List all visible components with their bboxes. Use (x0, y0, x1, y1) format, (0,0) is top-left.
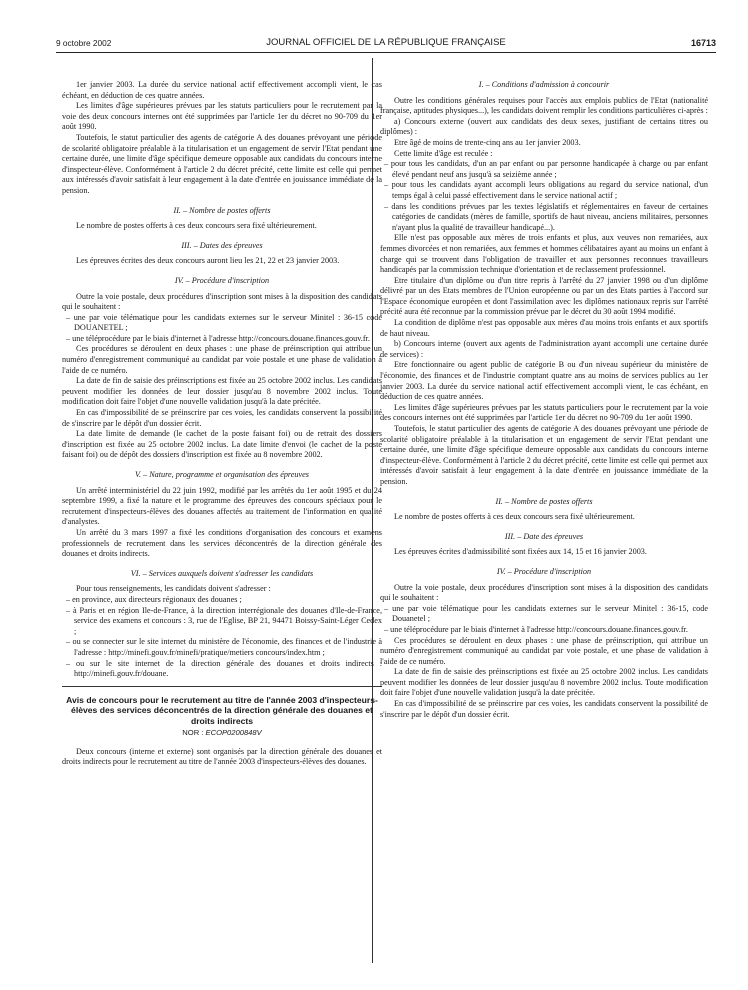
paragraph: La condition de diplôme n'est pas opposable aux mères d'au moins trois enfants et aux sportifs de haut niveau. (380, 318, 708, 338)
list-item: – pour tous les candidats, d'un an par enfant ou par personne handicapée à charge ou par enfant élevé pendant neuf ans jusqu'à sa seizième année ; (384, 159, 708, 179)
notice-title: Avis de concours pour le recrutement au titre de l'année 2003 d'inspecteurs-élèves des services déconcentrés de la direction générale des douanes et droits indirects (66, 694, 378, 726)
paragraph: a) Concours externe (ouvert aux candidats des deux sexes, justifiant de certains titres ou diplômes) : (380, 116, 708, 137)
paragraph: Le nombre de postes offerts à ces deux concours sera fixé ultérieurement. (76, 221, 317, 231)
list-item: – une par voie télématique pour les candidats externes sur le serveur Minitel : 36-15, code Douanetel ; (384, 603, 708, 624)
section-heading: II. – Nombre de postes offerts (495, 496, 593, 506)
paragraph: La date de fin de saisie des préinscriptions est fixée au 25 octobre 2002 inclus. Les candidats peuvent modifier les données de leur dossier jusqu'au 8 novembre 2002 inclus. Toute modification doit faire l'objet d'une nouvelle validation jusqu'à la date précitée. (380, 667, 708, 698)
paragraph: La date limite de demande (le cachet de la poste faisant foi) ou de retrait des dossiers d'inscription est fixée au 25 octobre 2002 inclus. La date limite d'envoi (le cachet de la poste faisant foi) ou de dépôt des dossiers d'inscription est fixée au 8 novembre 2002. (62, 429, 382, 460)
list (62, 595, 382, 680)
nor-value: ECOP0200848V (205, 727, 262, 737)
separator-rule (62, 686, 382, 687)
list-item: – ou sur le site internet de la direction générale des douanes et droits indirects : http://minefi.gouv.fr/douane. (66, 658, 382, 679)
paragraph: Les épreuves écrites d'admissibilité sont fixées aux 14, 15 et 16 janvier 2003. (394, 547, 647, 557)
paragraph: Toutefois, le statut particulier des agents de catégorie A des douanes prévoyant une période de scolarité obligatoire préalable à la titularisation et un engagement de servir l'Etat pendant une certaine durée, une limite d'âge spécifique demeure opposable aux candidats du concours interne d'inspecteur-élève. Conformément à l'article 2 du décret précité, cette limite est celle qui permet aux intéressés d'avoir satisfait à leur engagement à la date d'entrée en jouissance immédiate de la pension. (62, 132, 382, 195)
header-date: 9 octobre 2002 (56, 38, 112, 48)
paragraph: Les limites d'âge supérieures prévues par les statuts particuliers pour le recrutement par la voie des concours internes ont été supprimées par l'article 1er du décret no 90-709 du 1er août 1990. (380, 402, 708, 423)
paragraph: Etre titulaire d'un diplôme ou d'un titre repris à l'arrêté du 27 janvier 1998 ou d'un diplôme délivré par un des Etats membres de l'Union européenne ou par un des Etats parties à l'accord sur l'Espace économique européen et dont l'assimilation avec les diplômes nationaux repris sur l'arrêté précité aura été reconnue par la commission prévue par le décret du 30 août 1994 modifié. (380, 275, 708, 317)
list (62, 313, 382, 345)
list-item: – une téléprocédure par le biais d'internet à l'adresse http://concours.douane.finances.gouv.fr. (384, 624, 688, 634)
paragraph: Etre fonctionnaire ou agent public de catégorie B ou d'un niveau supérieur du ministère de l'économie, des finances et de l'industrie comptant quatre ans au moins de services publics au 1er janvier 2003. La durée du service national actif effectivement accompli vient, le cas échéant, en déduction de ces quatre années. (380, 360, 708, 402)
paragraph: Elle n'est pas opposable aux mères de trois enfants et plus, aux veuves non remariées, aux femmes divorcées et non remariées, aux femmes et hommes célibataires ayant au moins un enfant à charge qui se trouvent dans l'obligation de travailler et aux personnes reconnues travailleurs handicapés par la commission technique d'orientation et de reclassement professionnel. (380, 233, 708, 275)
list-item: – à Paris et en région Ile-de-France, à la direction interrégionale des douanes d'Ile-de-France, service des examens et concours : 3, rue de l'Eglise, BP 21, 94471 Boissy-Saint-Léger Cedex ; (66, 605, 382, 636)
list (380, 159, 708, 233)
paragraph: Deux concours (interne et externe) sont organisés par la direction générale des douanes et droits indirects pour le recrutement au titre de l'année 2003 d'inspecteurs-élèves des douanes. (62, 746, 382, 767)
section-heading: V. – Nature, programme et organisation des épreuves (135, 470, 309, 479)
paragraph: Cette limite d'âge est reculée : (394, 148, 493, 158)
paragraph: Toutefois, le statut particulier des agents de catégorie A des douanes prévoyant une période de scolarité obligatoire préalable à la titularisation et un engagement de servir l'Etat pendant une certaine durée, une limite d'âge spécifique demeure opposable aux candidats du concours interne d'inspecteur-élève. Conformément à l'article 2 du décret précité, cette limite est celle qui permet aux intéressés d'avoir satisfait à leur engagement à la date d'entrée en jouissance immédiate de la pension. (380, 424, 708, 486)
section-heading: III. – Dates des épreuves (181, 240, 263, 250)
paragraph: La date de fin de saisie des préinscriptions est fixée au 25 octobre 2002 inclus. Les candidats peuvent modifier les données de leur dossier jusqu'au 8 novembre 2002 inclus. Toute modification doit faire l'objet d'une nouvelle validation jusqu'à la date précitée. (62, 376, 382, 407)
section-heading: II. – Nombre de postes offerts (173, 205, 271, 215)
list-item: – une téléprocédure par le biais d'internet à l'adresse http://concours.douane.finances.gouv.fr. (66, 333, 370, 343)
paragraph: Etre âgé de moins de trente-cinq ans au 1er janvier 2003. (394, 137, 581, 147)
paragraph: 1er janvier 2003. La durée du service national actif effectivement accompli vient, le cas échéant, en déduction de ces quatre années. (62, 80, 382, 100)
list-item: – pour tous les candidats ayant accompli leurs obligations au regard du service national, d'un temps égal à celui passé effectivement dans le service national actif ; (384, 180, 708, 200)
paragraph: Un arrêté interministériel du 22 juin 1992, modifié par les arrêtés du 1er août 1995 et du 24 septembre 1999, a fixé la nature et le programme des épreuves des concours spéciaux pour le recrutement d'inspecteurs-élèves des douanes affectés au traitement de l'information en qualité d'analystes. (62, 485, 382, 527)
paragraph: Les épreuves écrites des deux concours auront lieu les 21, 22 et 23 janvier 2003. (76, 256, 340, 266)
section-heading: III. – Date des épreuves (504, 531, 584, 541)
nor-label: NOR : (182, 727, 204, 737)
section-heading: VI. – Services auxquels doivent s'adresser les candidats (130, 568, 314, 578)
right-column (380, 80, 708, 720)
paragraph: Ces procédures se déroulent en deux phases : une phase de préinscription, qui attribue un numéro d'enregistrement communiqué au candidat par voie postale, et une phase de validation à l'aide de ce numéro. (380, 635, 708, 666)
nor-reference (62, 728, 382, 739)
paragraph: Un arrêté du 3 mars 1997 a fixé les conditions d'organisation des concours et examens professionnels de recrutement dans les services déconcentrés de la direction générale des douanes et droits indirects. (62, 527, 382, 559)
paragraph: Pour tous renseignements, les candidats doivent s'adresser : (76, 584, 271, 594)
section-heading: IV. – Procédure d'inscription (496, 566, 592, 576)
list-item: – en province, aux directeurs régionaux des douanes ; (66, 594, 242, 604)
left-column (62, 80, 382, 768)
paragraph: Outre la voie postale, deux procédures d'inscription sont mises à la disposition des candidats qui le souhaitent : (380, 582, 708, 603)
paragraph: Outre les conditions générales requises pour l'accès aux emplois publics de l'Etat (nationalité française, aptitudes physiques...), les candidats doivent remplir les conditions particulières ci-après : (380, 95, 708, 116)
paragraph: En cas d'impossibilité de se préinscrire par ces voies, les candidats conservent la possibilité de s'inscrire par le dépôt d'un dossier écrit. (62, 408, 382, 428)
journal-title: JOURNAL OFFICIEL DE LA RÉPUBLIQUE FRANÇAISE (266, 37, 506, 48)
paragraph: Le nombre de postes offerts à ces deux concours sera fixé ultérieurement. (394, 512, 635, 522)
page-number: 16713 (690, 38, 716, 48)
list (380, 604, 708, 636)
list-item: – ou se connecter sur le site internet du ministère de l'économie, des finances et de l'industrie à l'adresse : http://minefi.gouv.fr/minefi/pratique/metiers concours/index.htm ; (66, 637, 382, 657)
paragraph: Les limites d'âge supérieures prévues par les statuts particuliers pour le recrutement par la voie des deux concours internes ont été supprimées par l'article 1er du décret no 90-709 du 1er août 1990. (62, 101, 382, 132)
page-header (56, 38, 716, 53)
paragraph: b) Concours interne (ouvert aux agents de l'administration ayant accompli une certaine durée de services) : (380, 339, 708, 359)
list-item: – dans les conditions prévues par les textes législatifs et réglementaires en faveur de certaines catégories de candidats (mères de famille, sportifs de haut niveau, anciens militaires, personnes n'ayant plus la qualité de travailleur handicapé...). (384, 201, 708, 232)
section-heading: I. – Conditions d'admission à concourir (478, 80, 610, 89)
paragraph: Ces procédures se déroulent en deux phases : une phase de préinscription qui attribue un numéro d'enregistrement communiqué au candidat par voie postale et une phase de validation à l'aide de ce numéro. (62, 344, 382, 375)
paragraph: Outre la voie postale, deux procédures d'inscription sont mises à la disposition des candidats qui le souhaitent : (62, 291, 382, 312)
paragraph: En cas d'impossibilité de se préinscrire par ces voies, les candidats conservent la possibilité de s'inscrire par le dépôt d'un dossier écrit. (380, 699, 708, 719)
section-heading: IV. – Procédure d'inscription (174, 275, 270, 285)
list-item: – une par voie télématique pour les candidats externes sur le serveur Minitel : 36-15 code DOUANETEL ; (66, 312, 382, 333)
